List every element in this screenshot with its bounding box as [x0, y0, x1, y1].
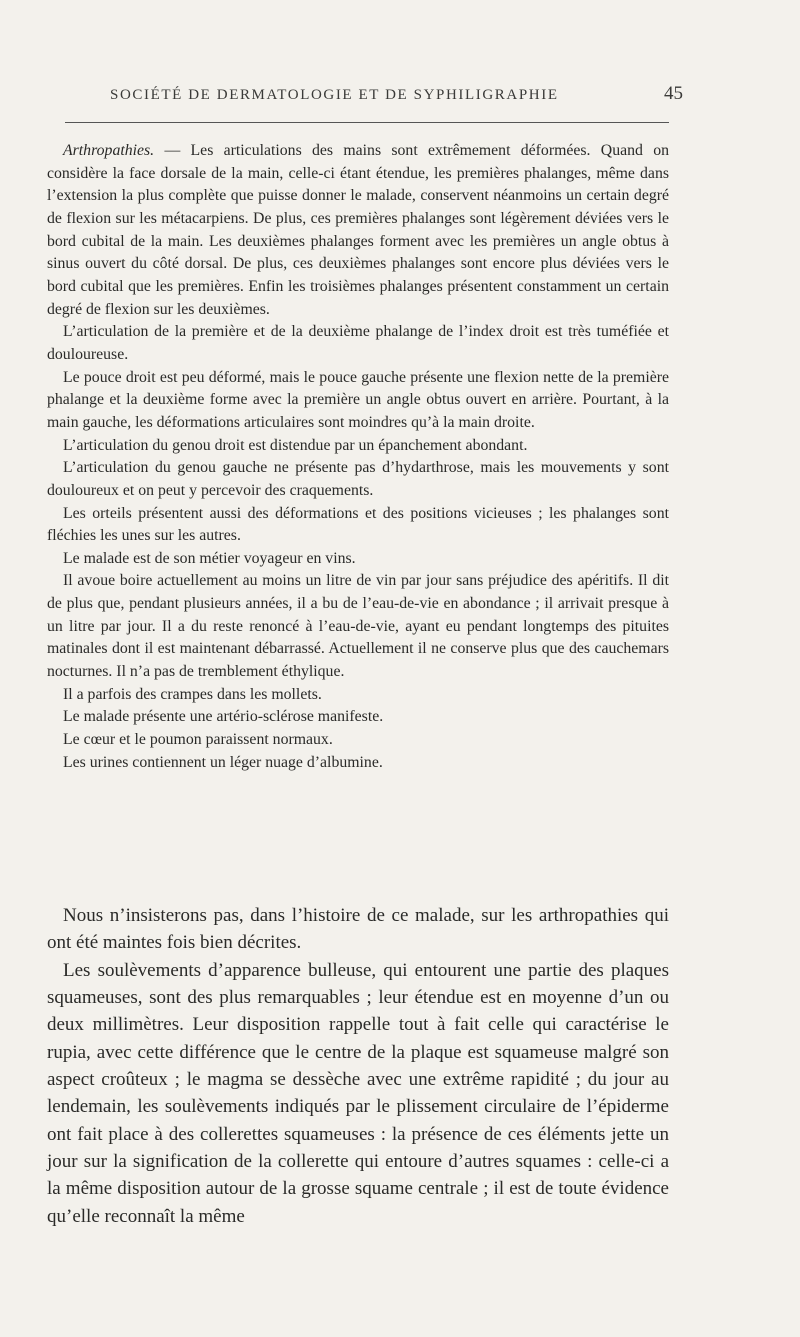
case-report-text [47, 140, 669, 774]
header-rule [65, 122, 669, 123]
discussion-text [47, 902, 669, 1230]
paragraph-text: — Les articulations des mains sont extrêmement déformées. Quand on considère la face dorsale de la main, celle-ci étant étendue, les premières phalanges, même dans l’extension la plus complète que puisse donner le malade, conservent néanmoins un certain degré de flexion sur les métacarpiens. De plus, ces premières phalanges sont légèrement déviées vers le bord cubital de la main. Les deuxièmes phalanges forment avec les premières un angle obtus à sinus ouvert du côté dorsal. De plus, ces deuxièmes phalanges sont encore plus déviées vers le bord cubital que les premières. Enfin les troisièmes phalanges présentent constamment un certain degré de flexion sur les deuxièmes. [47, 142, 669, 318]
page-header [110, 83, 683, 113]
paragraph: L’articulation du genou gauche ne présente pas d’hydarthrose, mais les mouvements y sont douloureux et on peut y percevoir des craquements. [47, 459, 669, 499]
paragraph: Nous n’insisterons pas, dans l’histoire de ce malade, sur les arthropathies qui ont été maintes fois bien décrites. [47, 905, 669, 954]
running-title: SOCIÉTÉ DE DERMATOLOGIE ET DE SYPHILIGRAPHIE [110, 87, 559, 103]
paragraph: L’articulation de la première et de la deuxième phalange de l’index droit est très tuméfiée et douloureuse. [47, 323, 669, 363]
paragraph: Le pouce droit est peu déformé, mais le pouce gauche présente une flexion nette de la première phalange et la deuxième forme avec la première un angle obtus ouvert en arrière. Pourtant, à la main gauche, les déformations articulaires sont moindres qu’à la main droite. [47, 368, 669, 431]
paragraph: L’articulation du genou droit est distendue par un épanchement abondant. [63, 436, 528, 454]
paragraph: Le malade présente une artério-sclérose manifeste. [63, 708, 384, 726]
paragraph: Les urines contiennent un léger nuage d’albumine. [63, 753, 383, 771]
page-number: 45 [664, 83, 683, 104]
paragraph: Le malade est de son métier voyageur en vins. [63, 549, 356, 567]
paragraph: Le cœur et le poumon paraissent normaux. [63, 731, 333, 749]
section-lead: Arthropathies. [63, 142, 155, 159]
paragraph: Les orteils présentent aussi des déformations et des positions vicieuses ; les phalanges sont fléchies les unes sur les autres. [47, 504, 669, 545]
paragraph: Il avoue boire actuellement au moins un litre de vin par jour sans préjudice des apéritifs. Il dit de plus que, pendant plusieurs années, il a bu de l’eau-de-vie en abondance ; il arrivait presque à un litre par jour. Il a du reste renoncé à l’eau-de-vie, ayant eu pendant longtemps des pituites matinales dont il est maintenant débarrassé. Actuellement il ne conserve plus que des cauchemars nocturnes. Il n’a pas de tremblement éthylique. [47, 572, 669, 681]
paragraph [47, 140, 669, 321]
paragraph: Les soulèvements d’apparence bulleuse, qui entourent une partie des plaques squameuses, sont des plus remarquables ; leur étendue est en moyenne d’un ou deux millimètres. Leur disposition rappelle tout à fait celle qui caractérise le rupia, avec cette différence que le centre de la plaque est squameuse malgré son aspect croûteux ; le magma se dessèche avec une extrême rapidité ; du jour au lendemain, les soulèvements indiqués par le plissement circulaire de l’épiderme ont fait place à des collerettes squameuses : la présence de ces éléments jette un jour sur la signification de la collerette qui entoure d’autres squames : celle-ci a la même disposition autour de la grosse squame centrale ; il est de toute évidence qu’elle reconnaît la même [47, 959, 669, 1227]
paragraph: Il a parfois des crampes dans les mollets. [63, 685, 322, 703]
